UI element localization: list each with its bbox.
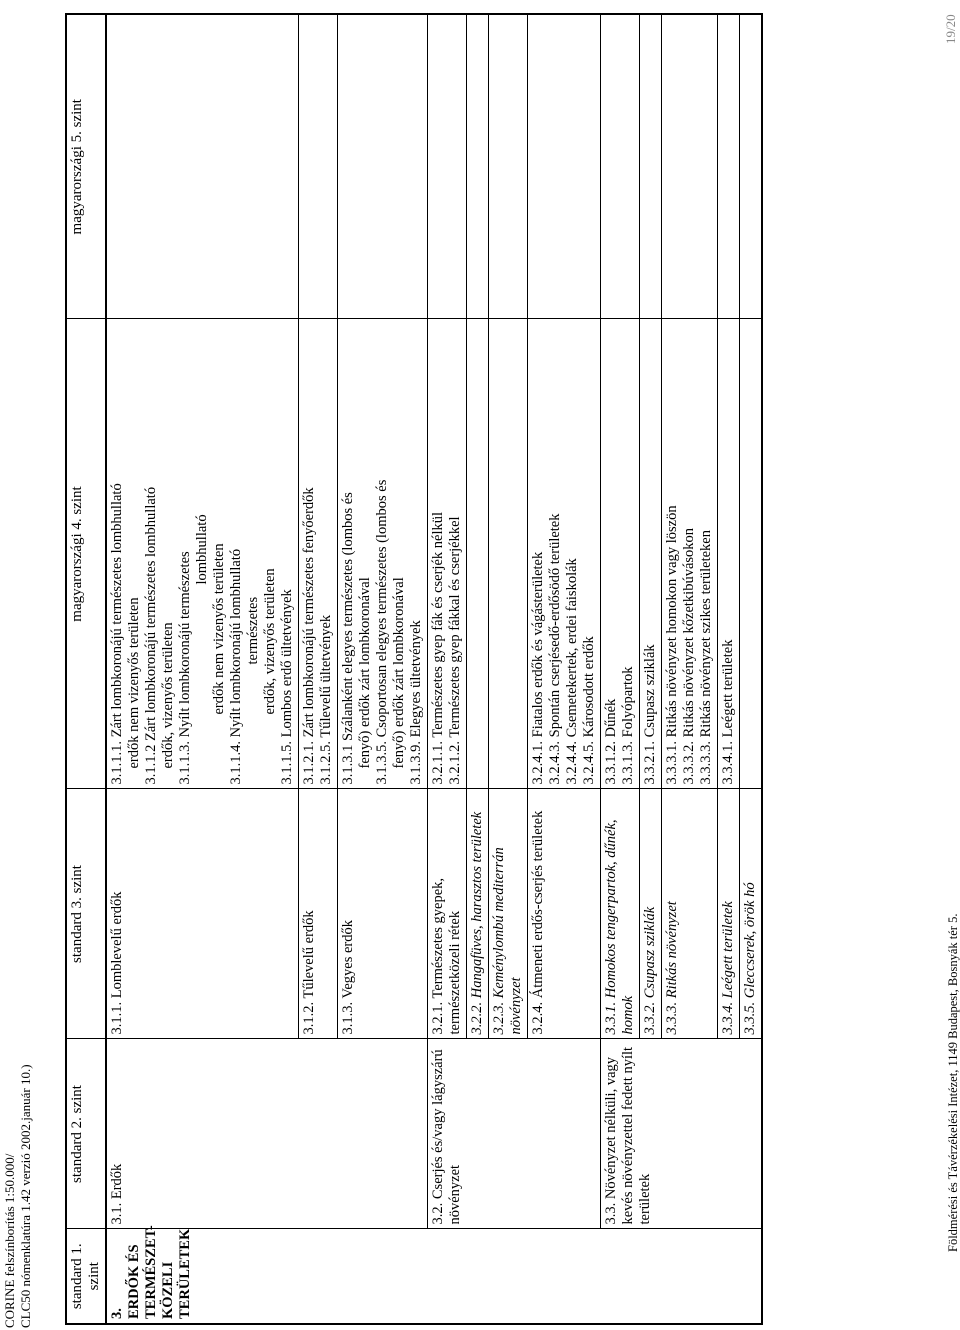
level3-cell: 3.3.3. Ritkás növényzet: [662, 789, 718, 1039]
level4-item: 3.2.4.5. Károsodott erdők: [581, 636, 597, 785]
level4-cell: [489, 319, 528, 789]
level4-item: fenyő) erdők zárt lombkoronával: [357, 577, 373, 769]
header-line-2: CLC50 nómenklatúra 1.42 verzió 2002.január 10.): [18, 1064, 33, 1328]
level5-cell: [640, 14, 662, 319]
column-header: standard 1. szint: [66, 1229, 106, 1324]
level4-item: 3.1.3.5. Csoportosan elegyes természetes (lombos és: [374, 479, 390, 785]
header-line-1: CORINE felszínborítás 1:50.000/: [2, 1153, 17, 1328]
level1-cell: [106, 1225, 762, 1324]
level4-cell: [299, 319, 338, 789]
table-row: [428, 14, 467, 1324]
level4-item: 3.2.1.1. Természetes gyep fák és cserjék nélkül: [430, 511, 446, 785]
level4-item: 3.1.3.1 Szálanként elegyes természetes (lombos és: [340, 492, 356, 785]
level4-item: 3.1.1.5. Lombos erdő ültetvények: [279, 589, 295, 785]
level3-cell: 3.1.2. Tűlevelű erdők: [299, 789, 338, 1039]
level2-cell: 3.3. Növényzet nélküli, vagy kevés növényzettel fedett nyílt területek: [601, 1039, 763, 1229]
level3-cell: 3.3.1. Homokos tengerpartok, dűnék, homok: [601, 789, 640, 1039]
level4-cell: [338, 319, 428, 789]
level4-item: fenyő) erdők zárt lombkoronával: [391, 577, 407, 769]
level5-cell: [528, 14, 601, 319]
level4-item: 3.3.3.1. Ritkás növényzet homokon vagy löszön: [664, 505, 680, 785]
level4-item: erdők nem vizenyős területen: [126, 597, 142, 769]
level4-item: 3.2.4.3. Spontán cserjésedő-erdősödő területek: [547, 513, 563, 785]
column-header: standard 3. szint: [66, 789, 106, 1039]
column-header: magyarországi 4. szint: [66, 319, 106, 789]
level3-cell: 3.2.3. Keménylombú mediterrán növényzet: [489, 789, 528, 1039]
level5-cell: [489, 14, 528, 319]
level3-cell: 3.1.3. Vegyes erdők: [338, 789, 428, 1039]
level4-item: 3.3.3.2. Ritkás növényzet kőzetkibúvásokon: [681, 527, 697, 785]
level5-cell: [718, 14, 740, 319]
level1-code: 3.: [109, 1308, 125, 1319]
level4-cell: [662, 319, 718, 789]
table-row: [106, 14, 299, 1324]
document-footer: Földmérési és Távérzékelési Intézet, 1149 Budapest, Bosnyák tér 5.: [946, 913, 960, 1252]
table-row: [601, 14, 640, 1324]
level4-item: 3.3.1.3. Folyópartok: [620, 666, 636, 785]
level5-cell: [740, 14, 763, 319]
level4-cell: [467, 319, 489, 789]
level4-item: 3.1.1.2 Zárt lombkoronájú természetes lombhullató: [143, 486, 159, 785]
level4-item: 3.1.3.9. Elegyes ültetvények: [408, 620, 424, 785]
level5-cell: [106, 14, 299, 319]
level4-item: 3.3.4.1. Leégett területek: [720, 639, 736, 785]
level4-item: 3.2.1.2. Természetes gyep fákkal és cserjékkel: [447, 516, 463, 785]
level2-cell: 3.1. Erdők: [106, 1039, 428, 1229]
level4-item: 3.3.3.3. Ritkás növényzet szikes területeken: [698, 530, 714, 785]
level4-item: erdők nem vizenyős területen: [211, 543, 227, 715]
level5-cell: [601, 14, 640, 319]
level3-cell: 3.3.2. Csupasz sziklák: [640, 789, 662, 1039]
level5-cell: [467, 14, 489, 319]
page-number: 19/20: [943, 14, 958, 44]
level3-cell: 3.3.4. Leégett területek: [718, 789, 740, 1039]
level2-cell: 3.2. Cserjés és/vagy lágyszárú növényzet: [428, 1039, 601, 1229]
level4-item: 3.2.4.1. Fiatalos erdők és vágásterületek: [530, 551, 546, 785]
level4-cell: [601, 319, 640, 789]
rotated-table-container: [65, 15, 908, 1325]
level4-cell: [106, 319, 299, 789]
level5-cell: [662, 14, 718, 319]
level4-item: természetes: [245, 596, 261, 665]
column-header: standard 2. szint: [66, 1039, 106, 1229]
level3-cell: 3.2.2. Hangafüves, harasztos területek: [467, 789, 489, 1039]
level3-cell: 3.3.5. Gleccserek, örök hó: [740, 789, 763, 1039]
level3-cell: 3.1.1. Lomblevelű erdők: [106, 789, 299, 1039]
level4-item: 3.2.4.4. Csemetekertek, erdei faiskolák: [564, 558, 580, 785]
column-header: magyarországi 5. szint: [66, 14, 106, 319]
level4-item: 3.1.1.3. Nyílt lombkoronájú természetes: [177, 551, 193, 785]
level4-cell: [428, 319, 467, 789]
table-header-row: [66, 14, 106, 1324]
level5-cell: [428, 14, 467, 319]
level4-cell: [528, 319, 601, 789]
document-header: [2, 1064, 34, 1328]
level4-cell: [640, 319, 662, 789]
level3-cell: 3.2.1. Természetes gyepek, természetközeli rétek: [428, 789, 467, 1039]
level4-cell: [718, 319, 740, 789]
level4-cell: [740, 319, 763, 789]
level4-item: erdők, vizenyős területen: [262, 568, 278, 715]
level4-item: 3.3.1.2. Dűnék: [603, 698, 619, 785]
level4-item: erdők, vizenyős területen: [160, 622, 176, 769]
level4-item: 3.1.1.4. Nyílt lombkoronájú lombhullató: [228, 548, 244, 785]
nomenclature-table: [65, 13, 763, 1325]
level3-cell: 3.2.4. Átmeneti erdős-cserjés területek: [528, 789, 601, 1039]
level4-item: 3.1.2.1. Zárt lombkoronájú természetes fenyőerdők: [301, 487, 317, 785]
level5-cell: [299, 14, 338, 319]
level4-item: lombhullató: [194, 514, 210, 585]
level5-cell: [338, 14, 428, 319]
level4-item: 3.1.1.1. Zárt lombkoronájú természetes lombhullató: [109, 483, 125, 785]
level1-label: ERDŐK ÉS TERMÉSZET-KÖZELI TERÜLETEK: [126, 1225, 193, 1319]
level4-item: 3.1.2.5. Tűlevelű ültetvények: [318, 614, 334, 785]
level4-item: 3.3.2.1. Csupasz sziklák: [642, 644, 658, 785]
